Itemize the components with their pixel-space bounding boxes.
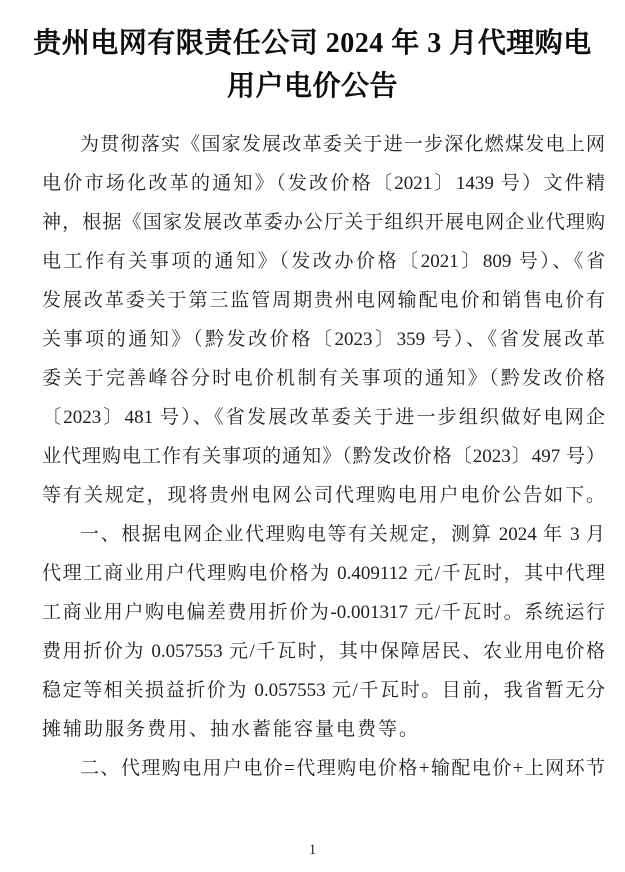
body-line-2: 电价市场化改革的通知》（发改价格〔2021〕1439 号）文件精 [42, 173, 605, 194]
page-number: 1 [308, 842, 317, 858]
body-line-9: 业代理购电工作有关事项的通知》（黔发改价格〔2023〕497 号） [42, 446, 605, 467]
body-line-12: 代理工商业用户代理购电价格为 0.409112 元/千瓦时，其中代理 [42, 563, 605, 584]
body-line-7: 委关于完善峰谷分时电价机制有关事项的通知》（黔发改价格 [42, 368, 605, 389]
body-line-11: 一、根据电网企业代理购电等有关规定，测算 2024 年 3 月 [80, 524, 605, 545]
document-title [30, 22, 595, 108]
body-line-8: 〔2023〕481 号）、《省发展改革委关于进一步组织做好电网企 [42, 407, 605, 428]
body-line-3: 神，根据《国家发展改革委办公厅关于组织开展电网企业代理购 [42, 212, 605, 233]
body-line-5: 发展改革委关于第三监管周期贵州电网输配电价和销售电价有 [42, 290, 605, 311]
body-line-1: 为贯彻落实《国家发展改革委关于进一步深化燃煤发电上网 [80, 134, 605, 155]
body-line-16: 摊辅助服务费用、抽水蓄能容量电费等。 [42, 719, 421, 740]
title-line-2: 用户电价公告 [226, 71, 398, 102]
body-line-10: 等有关规定，现将贵州电网公司代理购电用户电价公告如下。 [42, 485, 605, 506]
body-line-6: 关事项的通知》（黔发改价格〔2023〕359 号）、《省发展改革 [42, 329, 605, 350]
body-line-14: 费用折价为 0.057553 元/千瓦时，其中保障居民、农业用电价格 [42, 641, 605, 662]
body-line-13: 工商业用户购电偏差费用折价为-0.001317 元/千瓦时。系统运行 [42, 602, 605, 623]
body-line-4: 电工作有关事项的通知》（发改办价格〔2021〕809 号）、《省 [42, 251, 605, 272]
title-line-1: 贵州电网有限责任公司 2024 年 3 月代理购电 [33, 28, 592, 59]
body-line-15: 稳定等相关损益折价为 0.057553 元/千瓦时。目前，我省暂无分 [42, 680, 605, 701]
body-line-17: 二、代理购电用户电价=代理购电价格+输配电价+上网环节 [80, 758, 605, 779]
document-body [42, 125, 605, 788]
